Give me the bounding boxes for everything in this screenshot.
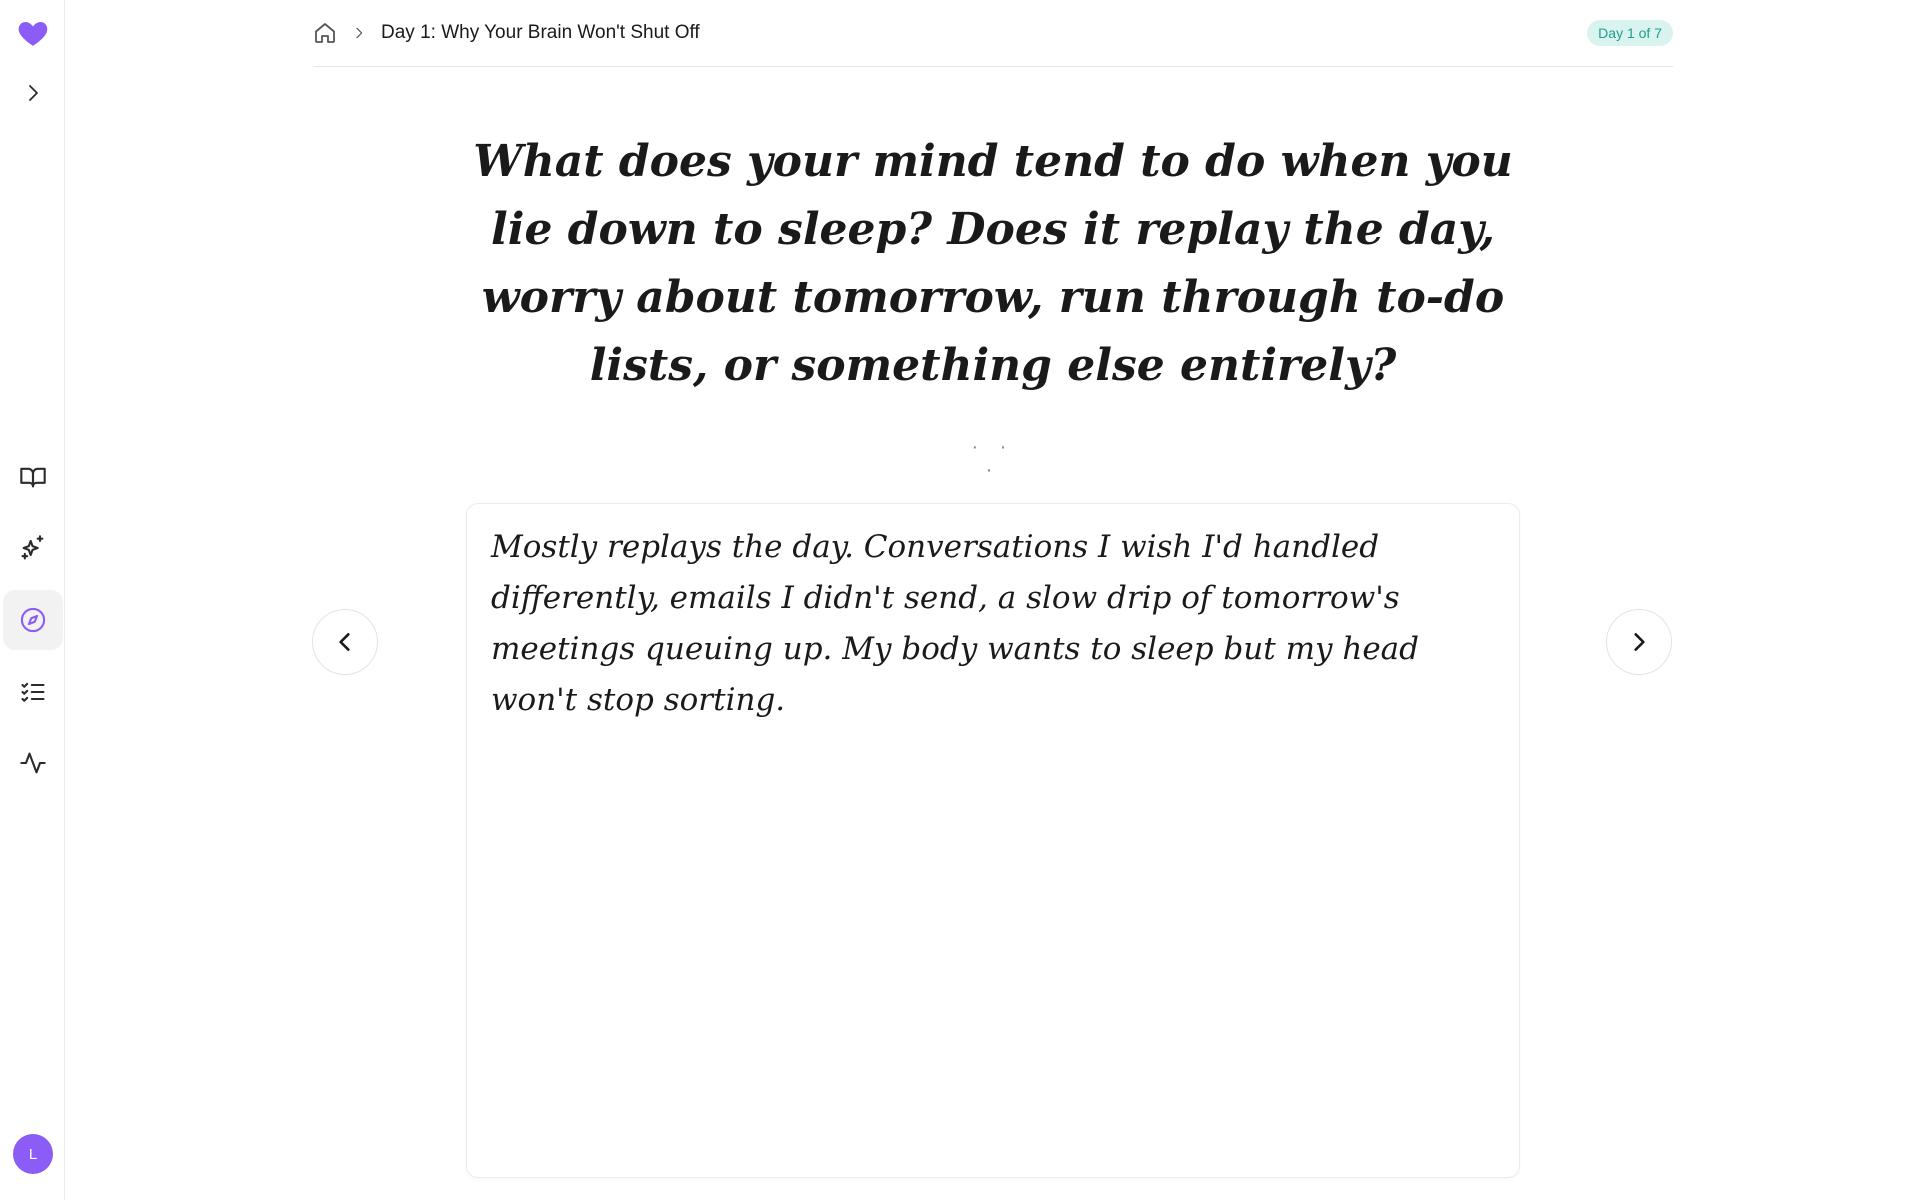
sidebar-item-learn[interactable] — [3, 447, 63, 507]
separator-dots: · · · — [971, 436, 1015, 481]
home-icon — [313, 21, 337, 45]
journal-prompt: What does your mind tend to do when you lie down to sleep? Does it replay the day, worry about tomorrow, run through to-do lists, or something else entirely? — [473, 136, 1513, 391]
avatar-initial: L — [28, 1145, 38, 1163]
sparkles-icon — [19, 534, 47, 562]
book-open-icon — [19, 463, 47, 491]
chevron-right-icon — [1626, 629, 1652, 655]
chevron-right-icon — [21, 81, 45, 105]
compass-icon — [19, 606, 47, 634]
breadcrumb-separator — [351, 25, 367, 41]
previous-button[interactable] — [312, 609, 378, 675]
heart-icon — [16, 16, 50, 50]
activity-icon — [19, 749, 47, 777]
home-button[interactable] — [313, 21, 337, 45]
response-card[interactable] — [466, 503, 1520, 1178]
sidebar-item-sparkle[interactable] — [3, 518, 63, 578]
response-text[interactable]: Mostly replays the day. Conversations I wish I'd handled differently, emails I didn't send, a slow drip of tomorrow's meetings queuing up. My body wants to sleep but my head won't stop sorting. — [491, 529, 1419, 718]
header — [313, 0, 1673, 67]
expand-sidebar-button[interactable] — [3, 63, 63, 123]
logo[interactable] — [3, 3, 63, 63]
sidebar-item-explore[interactable] — [3, 590, 63, 650]
checklist-icon — [19, 678, 47, 706]
day-progress-badge: Day 1 of 7 — [1587, 20, 1673, 46]
next-button[interactable] — [1606, 609, 1672, 675]
sidebar — [0, 0, 65, 1200]
sidebar-item-tasks[interactable] — [3, 662, 63, 722]
avatar[interactable] — [13, 1134, 53, 1174]
chevron-left-icon — [332, 629, 358, 655]
sidebar-item-activity[interactable] — [3, 733, 63, 793]
chevron-right-icon — [351, 25, 367, 41]
breadcrumb-title: Day 1: Why Your Brain Won't Shut Off — [381, 22, 700, 43]
